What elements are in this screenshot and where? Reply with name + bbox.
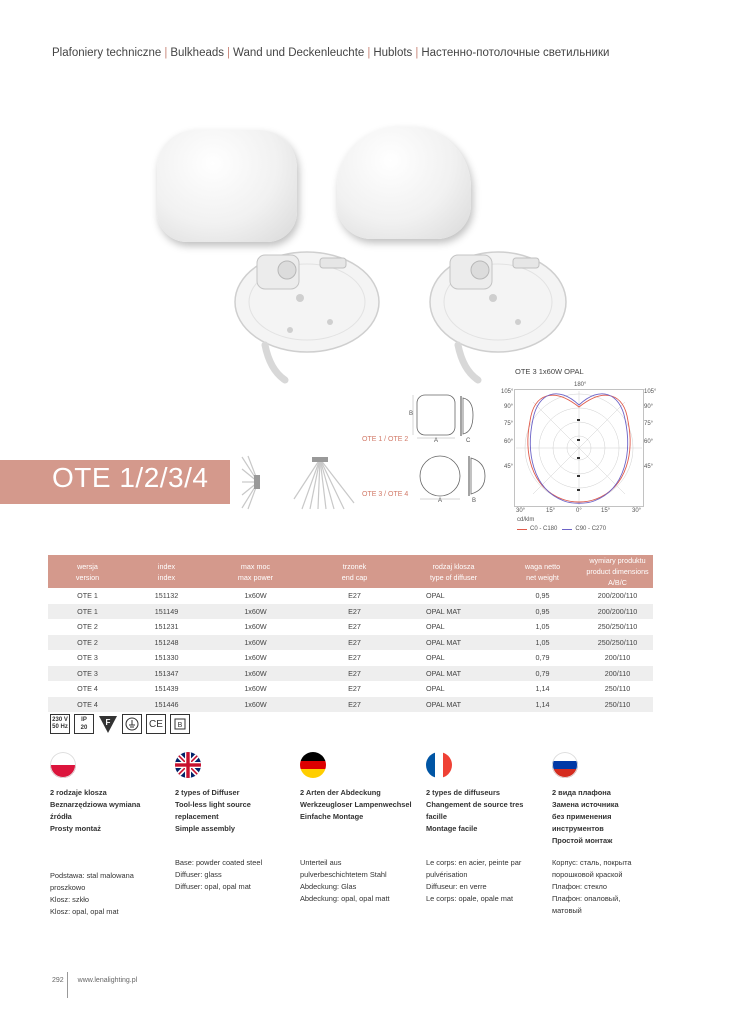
table-cell: OTE 2 — [77, 622, 98, 632]
page-header: Plafoniery techniczne | Bulkheads | Wand und Deckenleuchte | Hublots | Настенно-потолочные светильники — [52, 47, 610, 59]
features-fr: 2 types de diffuseurs Changement de source tres facille Montage facile — [426, 788, 524, 833]
legend-c90: C90 - C270 — [575, 526, 607, 532]
table-cell: 1x60W — [206, 635, 305, 651]
polar-right-label: 45° — [644, 464, 654, 470]
table-cell: 151231 — [154, 622, 179, 632]
polar-bottom-label: 30° — [632, 508, 642, 514]
table-cell: 250/110 — [582, 697, 653, 713]
features-de: 2 Arten der Abdeckung Werkzeugloser Lampenwechsel Einfache Montage — [300, 788, 412, 821]
table-cell: 151248 — [127, 635, 206, 651]
ce-mark-icon: CE — [146, 714, 166, 734]
ote34-label: OTE 3 / OTE 4 — [362, 491, 409, 498]
materials-pl: Podstawa: stal malowana proszkowo Klosz: szkło Klosz: opal, opal mat — [50, 871, 134, 916]
header-version: wersja version — [48, 555, 127, 588]
table-cell: OPAL — [426, 684, 445, 694]
product-image-square-diffuser — [157, 130, 297, 242]
materials-en: Base: powder coated steel Diffuser: glass Diffuser: opal, opal mat — [175, 858, 263, 891]
voltage-icon: 230 V 50 Hz — [50, 714, 70, 734]
header-part: Hublots — [373, 47, 413, 59]
dim-label-a: A — [434, 438, 439, 444]
table-cell: E27 — [348, 684, 361, 694]
table-row — [48, 681, 653, 697]
polar-bottom-label: 15° — [601, 508, 611, 514]
spec-table — [48, 555, 653, 712]
table-cell: E27 — [305, 635, 404, 651]
header-dimensions: wymiary produktu product dimensions A/B/C — [582, 555, 653, 588]
polar-left-label: 105° — [501, 389, 514, 395]
table-cell: 1x60W — [206, 666, 305, 682]
header-endcap: trzonek end cap — [305, 555, 404, 588]
product-image-round-diffuser — [337, 127, 471, 239]
polar-bottom-label: 0° — [576, 508, 582, 514]
beam-graphic — [240, 455, 360, 510]
class-one-earth-icon — [122, 714, 142, 734]
table-cell: E27 — [348, 653, 361, 663]
polar-bottom-label: 30° — [516, 508, 526, 514]
product-image-base-1 — [225, 240, 405, 385]
dim-label-b: B — [472, 498, 477, 504]
table-cell: OPAL MAT — [404, 604, 503, 620]
table-cell: 1x60W — [244, 622, 267, 632]
table-cell: 200/110 — [604, 653, 631, 663]
table-cell: OPAL — [426, 653, 445, 663]
materials-de: Unterteil aus pulverbeschichtetem Stahl Abdeckung: Glas Abdeckung: opal, opal matt — [300, 858, 390, 903]
polar-bottom-label: 15° — [546, 508, 556, 514]
polar-left-label: 60° — [504, 439, 514, 445]
table-cell: 1x60W — [206, 604, 305, 620]
legend-swatch-c0 — [517, 529, 527, 530]
polar-title: OTE 3 1x60W OPAL — [515, 367, 584, 376]
table-cell: 250/250/110 — [597, 622, 638, 632]
dim-label-c: C — [466, 438, 471, 444]
dim-label-b: B — [409, 411, 414, 417]
polar-left-label: 45° — [504, 464, 514, 470]
table-cell: 1x60W — [244, 653, 267, 663]
materials-ru: Корпус: сталь, покрыта порошковой краской Плафон: стекло Плафон: опаловый, матовый — [552, 858, 632, 915]
table-cell: E27 — [348, 622, 361, 632]
header-diffuser: rodzaj klosza type of diffuser — [404, 555, 503, 588]
legend-swatch-c90 — [562, 529, 572, 530]
legend-c0: C0 - C180 — [530, 526, 558, 532]
germany-flag-icon — [300, 752, 326, 778]
table-cell: 151330 — [154, 653, 179, 663]
table-row — [48, 666, 653, 682]
russia-flag-icon — [552, 752, 578, 778]
table-cell: 1x60W — [244, 591, 267, 601]
table-cell: 0,79 — [503, 666, 582, 682]
table-cell: OTE 4 — [48, 697, 127, 713]
table-cell: 0,95 — [535, 591, 550, 601]
table-cell: 1,14 — [503, 697, 582, 713]
table-cell: 200/200/110 — [597, 591, 638, 601]
table-row — [48, 588, 653, 604]
france-flag-icon — [426, 752, 452, 778]
page-number: 292 — [52, 977, 64, 984]
table-cell: 250/250/110 — [582, 635, 653, 651]
footer — [52, 977, 137, 984]
features-en: 2 types of Diffuser Tool-less light source replacement Simple assembly — [175, 788, 251, 833]
table-cell: 1x60W — [244, 684, 267, 694]
header-index: index index — [127, 555, 206, 588]
table-cell: OPAL MAT — [404, 666, 503, 682]
table-cell: 151149 — [127, 604, 206, 620]
materials-fr: Le corps: en acier, peinte par pulvérisation Diffuseur: en verre Le corps: opale, opale mat — [426, 858, 522, 903]
table-row — [48, 650, 653, 666]
table-cell: 200/200/110 — [582, 604, 653, 620]
table-cell: OPAL — [426, 591, 445, 601]
header-part: Plafoniery techniczne — [52, 47, 162, 59]
table-cell: 151439 — [154, 684, 179, 694]
product-image-base-2 — [418, 240, 598, 385]
ip20-icon: IP 20 — [74, 714, 94, 734]
svg-text:F: F — [105, 718, 111, 727]
table-cell: OPAL MAT — [404, 697, 503, 713]
poland-flag-icon — [50, 752, 76, 778]
header-part: Wand und Deckenleuchte — [233, 47, 365, 59]
table-cell: 1,14 — [535, 684, 550, 694]
table-cell: 1,05 — [503, 635, 582, 651]
header-power: max moc max power — [206, 555, 305, 588]
table-cell: 0,79 — [535, 653, 550, 663]
polar-diagram — [514, 389, 644, 507]
table-cell: 0,95 — [503, 604, 582, 620]
table-cell: OTE 1 — [77, 591, 98, 601]
table-row — [48, 697, 653, 713]
polar-right-label: 60° — [644, 439, 654, 445]
header-part: Настенно-потолочные светильники — [421, 47, 610, 59]
table-row — [48, 619, 653, 635]
polar-unit: cd/klm — [517, 517, 535, 523]
polar-right-label: 105° — [644, 389, 657, 395]
table-cell: OTE 1 — [48, 604, 127, 620]
header-part: Bulkheads — [170, 47, 225, 59]
table-cell: OTE 3 — [77, 653, 98, 663]
dim-label-a: A — [438, 498, 443, 504]
polar-left-label: 75° — [504, 421, 514, 427]
table-cell: OTE 4 — [77, 684, 98, 694]
polar-left-label: 90° — [504, 404, 514, 410]
table-cell: OTE 2 — [48, 635, 127, 651]
table-cell: 151446 — [127, 697, 206, 713]
table-cell: E27 — [305, 666, 404, 682]
features-pl: 2 rodzaje klosza Beznarzędziowa wymiana źródła Prosty montaż — [50, 788, 141, 833]
table-cell: 1,05 — [535, 622, 550, 632]
website-link[interactable]: www.lenalighting.pl — [77, 977, 138, 984]
footer-divider — [67, 972, 68, 998]
polar-legend — [517, 526, 606, 532]
svg-text:B: B — [177, 722, 183, 729]
table-cell: 151347 — [127, 666, 206, 682]
certification-icons — [50, 714, 190, 734]
header-weight: waga netto net weight — [503, 555, 582, 588]
features-ru: 2 вида плафона Замена источника без применения инструментов Простой монтаж — [552, 788, 619, 845]
product-title: OTE 1/2/3/4 — [52, 462, 209, 493]
table-cell: 250/110 — [604, 684, 631, 694]
table-cell: 200/110 — [582, 666, 653, 682]
dimension-drawings — [405, 390, 490, 505]
f-mark-icon — [98, 714, 118, 734]
table-cell: E27 — [348, 591, 361, 601]
table-cell: OTE 3 — [48, 666, 127, 682]
polar-top-label: 180° — [574, 382, 587, 388]
table-cell: E27 — [305, 604, 404, 620]
surface-mount-icon — [170, 714, 190, 734]
table-cell: 151132 — [154, 591, 179, 601]
table-row — [48, 635, 653, 651]
table-header-row — [48, 555, 653, 588]
ote12-label: OTE 1 / OTE 2 — [362, 436, 409, 443]
polar-right-label: 90° — [644, 404, 654, 410]
polar-right-label: 75° — [644, 421, 654, 427]
table-cell: E27 — [305, 697, 404, 713]
table-cell: OPAL MAT — [404, 635, 503, 651]
table-row — [48, 604, 653, 620]
table-cell: 1x60W — [206, 697, 305, 713]
table-cell: OPAL — [426, 622, 445, 632]
uk-flag-icon — [175, 752, 201, 778]
